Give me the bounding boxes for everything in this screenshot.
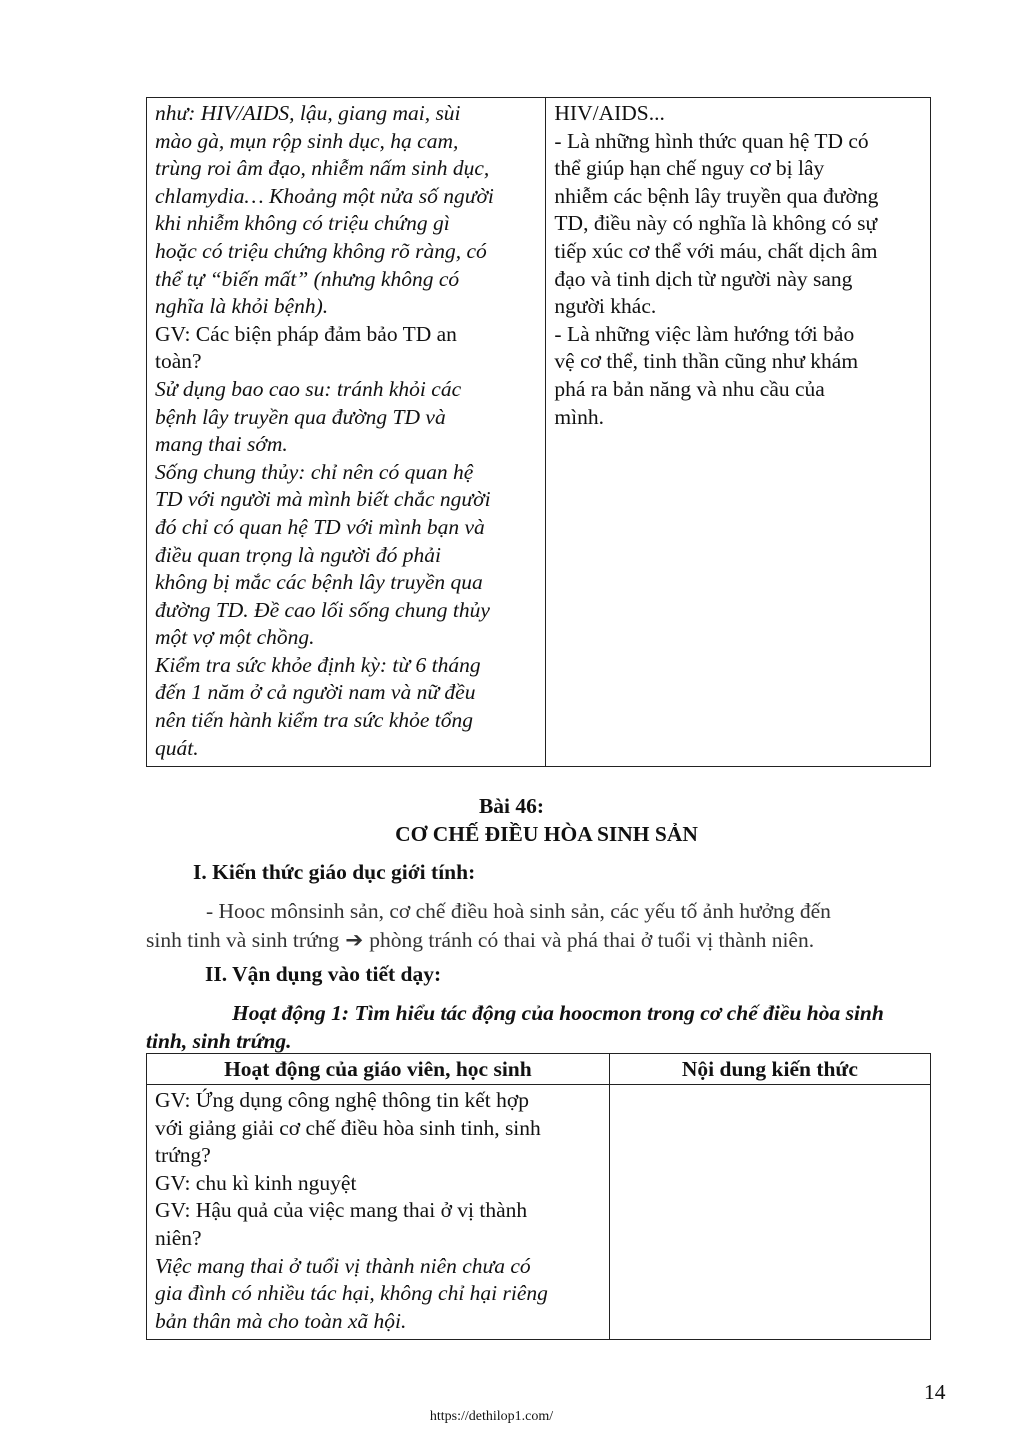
text-line: mình. <box>554 404 604 429</box>
content-table-top <box>146 97 931 767</box>
text-line: mào gà, mụn rộp sinh dục, hạ cam, <box>155 128 459 153</box>
table-row <box>147 1085 931 1340</box>
text-line: thể tự “biến mất” (nhưng không có <box>155 266 460 291</box>
text-line: tiếp xúc cơ thể với máu, chất dịch âm <box>554 238 878 263</box>
footer-url <box>0 1409 1023 1425</box>
paragraph-text: sinh tinh và sinh trứng <box>146 928 340 952</box>
text-line: trùng roi âm đạo, nhiễm nấm sinh dục, <box>155 156 490 181</box>
teacher-student-activity-cell <box>147 98 546 767</box>
activity-line: Hoạt động 1: Tìm hiểu tác động của hoocmon trong cơ chế điều hòa sinh <box>232 1001 884 1025</box>
knowledge-paragraph <box>146 897 936 955</box>
text-line: GV: Hậu quả của việc mang thai ở vị thành <box>155 1198 528 1223</box>
text-line: một vợ một chồng. <box>155 625 315 650</box>
text-line: toàn? <box>155 349 202 374</box>
knowledge-content-cell <box>546 98 931 767</box>
text-line: GV: Ứng dụng công nghệ thông tin kết hợp <box>155 1088 530 1112</box>
text-line: mang thai sớm. <box>155 432 288 457</box>
text-line: với giảng giải cơ chế điều hòa sinh tinh, sinh <box>155 1115 541 1140</box>
text-line: nên tiến hành kiểm tra sức khỏe tổng <box>155 708 474 733</box>
text-line: đó chỉ có quan hệ TD với mình bạn và <box>155 514 485 539</box>
text-line: niên? <box>155 1225 202 1250</box>
table-row <box>147 98 931 767</box>
text-line: người khác. <box>554 294 657 319</box>
text-line: gia đình có nhiều tác hại, không chỉ hại riêng <box>155 1281 548 1306</box>
text-line: như: HIV/AIDS, lậu, giang mai, sùi <box>155 101 461 125</box>
text-line: Sử dụng bao cao su: tránh khỏi các <box>155 376 462 401</box>
text-line: Kiểm tra sức khỏe định kỳ: từ 6 tháng <box>155 652 481 677</box>
text-line: phá ra bản năng và nhu cầu của <box>554 376 825 401</box>
text-line: hoặc có triệu chứng không rõ ràng, có <box>155 238 487 263</box>
text-line: GV: Các biện pháp đảm bảo TD an <box>155 321 457 346</box>
text-line: vệ cơ thể, tinh thần cũng như khám <box>554 349 859 374</box>
text-line: TD với người mà mình biết chắc người <box>155 487 491 512</box>
text-line: đến 1 năm ở cả người nam và nữ đều <box>155 680 476 705</box>
page-number: 14 <box>924 1380 946 1404</box>
text-line: nghĩa là khỏi bệnh). <box>155 294 329 319</box>
paragraph-text: phòng tránh có thai và phá thai ở tuổi vị thành niên. <box>369 928 815 952</box>
activity-line: tinh, sinh trứng. <box>146 1029 292 1053</box>
text-line: khi nhiễm không có triệu chứng gì <box>155 211 450 236</box>
text-line: điều quan trọng là người đó phải <box>155 542 441 567</box>
text-line: đạo và tinh dịch từ người này sang <box>554 266 853 291</box>
text-line: - Là những hình thức quan hệ TD có <box>554 128 869 153</box>
text-line: đường TD. Đề cao lối sống chung thủy <box>155 597 490 622</box>
table-header-row <box>147 1054 931 1085</box>
text-line: bản thân mà cho toàn xã hội. <box>155 1308 407 1333</box>
text-line: trứng? <box>155 1143 211 1168</box>
section-heading-application: II. Vận dụng vào tiết dạy: <box>205 962 442 986</box>
text-line: HIV/AIDS... <box>554 101 665 125</box>
footer-url-text: https://dethilop1.com/ <box>429 1409 554 1424</box>
right-arrow-icon: ➔ <box>345 928 364 952</box>
section-heading-knowledge: I. Kiến thức giáo dục giới tính: <box>193 860 476 884</box>
text-line: chlamydia… Khoảng một nửa số người <box>155 183 494 208</box>
teacher-student-activity-cell <box>147 1085 610 1340</box>
lesson-title: CƠ CHẾ ĐIỀU HÒA SINH SẢN <box>395 822 698 846</box>
text-line: GV: chu kì kinh nguyệt <box>155 1170 357 1195</box>
text-line: Việc mang thai ở tuổi vị thành niên chưa có <box>155 1253 531 1278</box>
lesson-number: Bài 46: <box>478 794 545 818</box>
knowledge-content-cell <box>609 1085 930 1340</box>
column-header: Nội dung kiến thức <box>609 1054 930 1085</box>
text-line: nhiễm các bệnh lây truyền qua đường <box>554 183 879 208</box>
text-line: thể giúp hạn chế nguy cơ bị lây <box>554 156 825 181</box>
text-line: không bị mắc các bệnh lây truyền qua <box>155 570 483 595</box>
activity-heading <box>146 999 941 1055</box>
text-line: Sống chung thủy: chỉ nên có quan hệ <box>155 459 474 484</box>
text-line: bệnh lây truyền qua đường TD và <box>155 404 446 429</box>
paragraph-line <box>146 926 936 955</box>
paragraph-line: - Hooc mônsinh sản, cơ chế điều hoà sinh sản, các yếu tố ảnh hưởng đến <box>206 899 831 923</box>
column-header: Hoạt động của giáo viên, học sinh <box>147 1054 610 1085</box>
text-line: quát. <box>155 735 199 760</box>
text-line: - Là những việc làm hướng tới bảo <box>554 321 855 346</box>
text-line: TD, điều này có nghĩa là không có sự <box>554 211 878 236</box>
activity-table <box>146 1053 931 1340</box>
